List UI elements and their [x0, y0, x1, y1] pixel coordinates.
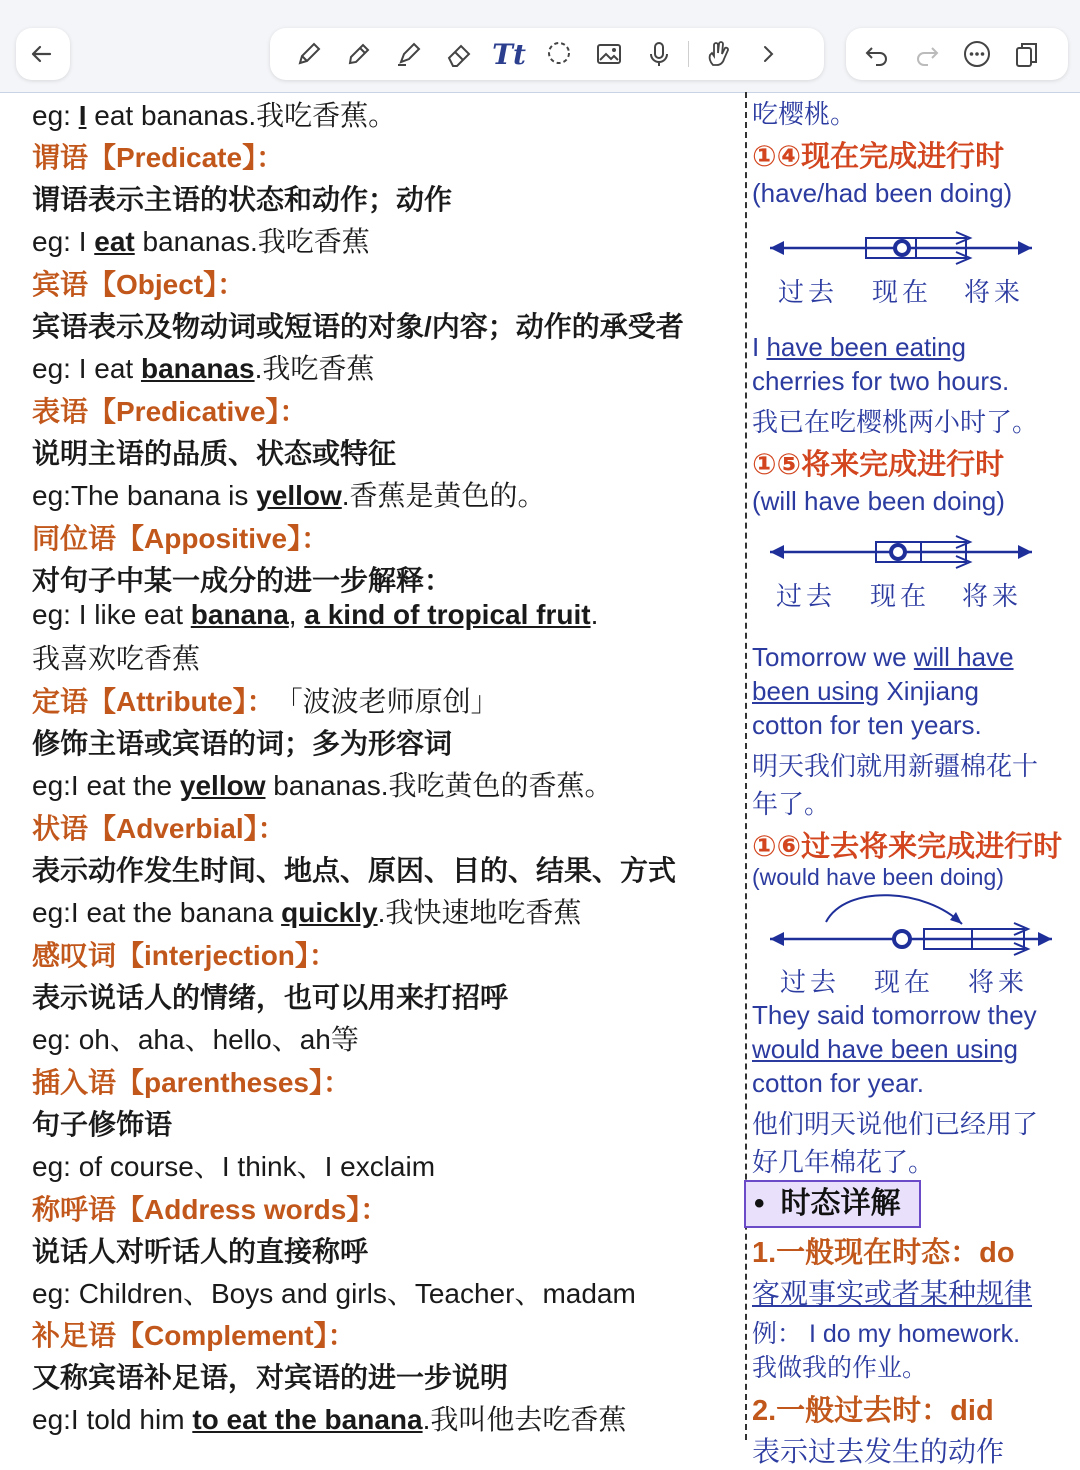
heading-predicate: 谓语【Predicate】：: [32, 142, 285, 173]
continued-text: 吃樱桃。: [752, 99, 857, 129]
timeline-present-perfect-continuous: [766, 230, 1036, 310]
timeline-label-now: 现在: [872, 278, 933, 308]
lasso-icon[interactable]: [539, 32, 579, 76]
heading-attribute-row: [32, 680, 499, 720]
subject-example: [32, 94, 396, 134]
formula-past-future-perfect-continuous: (would have been doing): [752, 864, 1004, 890]
highlighter-icon[interactable]: [389, 32, 429, 76]
text: bananas.我吃黄色的香蕉。: [265, 770, 613, 801]
example-interjection: eg: oh、aha、hello、ah等: [32, 1024, 359, 1055]
top-toolbar: [0, 0, 1080, 93]
formula-present-perfect-continuous: (have/had been doing): [752, 178, 1013, 208]
desc-address: 说话人对听话人的直接称呼: [32, 1236, 369, 1267]
example-complement: [32, 1398, 626, 1438]
desc-attribute: 修饰主语或宾语的词；多为形容词: [32, 728, 453, 759]
timeline-arrow: [766, 230, 1036, 266]
desc-interjection: 表示说话人的情绪，也可以用来打招呼: [32, 982, 509, 1013]
microphone-icon[interactable]: [639, 32, 679, 76]
heading-parentheses: 插入语【parentheses】：: [32, 1067, 351, 1098]
underlined-phrase: been using: [752, 676, 880, 706]
author-note: 「波波老师原创」: [288, 686, 499, 717]
heading-complement: 补足语【Complement】：: [32, 1320, 356, 1351]
arrow-left-icon: [21, 32, 61, 76]
heading-simple-past: 2.一般过去时：did: [752, 1395, 994, 1427]
eraser-icon[interactable]: [439, 32, 479, 76]
text: .我吃香蕉: [254, 353, 375, 384]
text: eg:I eat the: [32, 770, 180, 801]
text: eat bananas.我吃香蕉。: [86, 100, 397, 131]
desc-complement: 又称宾语补足语，对宾语的进一步说明: [32, 1362, 509, 1393]
underlined-phrase: have been eating: [766, 332, 966, 362]
heading-adverbial: 状语【Adverbial】：: [32, 813, 286, 844]
heading-address: 称呼语【Address words】：: [32, 1194, 389, 1225]
example-adverbial: [32, 891, 581, 931]
example-predicative: [32, 474, 546, 514]
text: .我叫他去吃香蕉: [422, 1404, 627, 1435]
back-button[interactable]: [16, 28, 70, 80]
example-simple-present-cn: 我做我的作业。: [752, 1354, 928, 1382]
heading-past-future-perfect-continuous: ①⑥过去将来完成进行时: [752, 831, 1063, 863]
desc-predicative: 说明主语的品质、状态或特征: [32, 438, 397, 469]
text: .香蕉是黄色的。: [341, 480, 546, 511]
pencil-icon[interactable]: [339, 32, 379, 76]
underlined-word: quickly: [281, 897, 378, 928]
underlined-word: eat: [94, 226, 135, 257]
heading-appositive: 同位语【Appositive】：: [32, 523, 330, 554]
text: I: [752, 332, 767, 362]
example-14-cn: 我已在吃樱桃两小时了。: [752, 407, 1039, 437]
example-16-line1: They said tomorrow they: [752, 1000, 1037, 1030]
text: eg:The banana is: [32, 480, 257, 511]
text: Xinjiang: [879, 676, 979, 706]
timeline-label-future: 将来: [968, 968, 1029, 998]
heading-interjection: 感叹词【interjection】：: [32, 940, 337, 971]
example-appositive: [32, 599, 598, 631]
section-title-tense-detail: [744, 1180, 921, 1228]
example-16-cn2: 好几年棉花了。: [752, 1147, 935, 1177]
example-parentheses: eg: of course、I think、I exclaim: [32, 1151, 436, 1182]
image-icon[interactable]: [589, 32, 629, 76]
timeline-label-past: 过去: [776, 582, 837, 612]
column-divider: [745, 92, 747, 1440]
toolbar-divider: [688, 41, 689, 67]
heading-predicative: 表语【Predicative】：: [32, 396, 308, 427]
text: eg: I eat: [32, 353, 141, 384]
heading-present-perfect-continuous: ①④现在完成进行时: [752, 141, 1005, 173]
text: Tomorrow we: [752, 642, 914, 672]
text: .我快速地吃香蕉: [377, 897, 582, 928]
text: eg: I like eat: [32, 599, 191, 630]
heading-simple-present: 1.一般现在时态：do: [752, 1237, 1015, 1269]
timeline-arrow: [766, 534, 1036, 570]
undo-icon[interactable]: [857, 32, 897, 76]
underlined-phrase: to eat the banana: [192, 1404, 423, 1435]
formula-future-perfect-continuous: (will have been doing): [752, 486, 1005, 516]
timeline-future-perfect-continuous: [766, 534, 1036, 614]
desc-object: 宾语表示及物动词或短语的对象/内容；动作的承受者: [32, 311, 684, 342]
timeline-label-future: 将来: [964, 278, 1025, 308]
timeline-label-now: 现在: [870, 582, 931, 612]
pen-icon[interactable]: [289, 32, 329, 76]
example-object: [32, 347, 374, 387]
desc-appositive: 对句子中某一成分的进一步解释：: [32, 565, 453, 596]
underlined-word: yellow: [179, 770, 266, 801]
desc-simple-present: 客观事实或者某种规律: [752, 1278, 1033, 1309]
example-15-cn1: 明天我们就用新疆棉花十: [752, 751, 1039, 781]
text: ,: [288, 599, 305, 630]
timeline-label-future: 将来: [962, 582, 1023, 612]
desc-simple-past: 表示过去发生的动作: [752, 1436, 1005, 1467]
example-15-line2: [752, 676, 979, 707]
example-attribute: [32, 764, 612, 804]
timeline-label-now: 现在: [874, 968, 935, 998]
example-simple-present: 例： I do my homework.: [752, 1320, 1021, 1348]
heading-future-perfect-continuous: ①⑤将来完成进行时: [752, 449, 1005, 481]
timeline-label-past: 过去: [780, 968, 841, 998]
more-icon[interactable]: [957, 32, 997, 76]
example-14-line2: cherries for two hours.: [752, 366, 1010, 396]
example-appositive-cn: 我喜欢吃香蕉: [32, 643, 201, 674]
heading-object: 宾语【Object】：: [32, 269, 246, 300]
timeline-arrow: [766, 892, 1056, 962]
desc-adverbial: 表示动作发生时间、地点、原因、目的、结果、方式: [32, 855, 677, 886]
underlined-word: yellow: [256, 480, 342, 511]
section-title-text: 时态详解: [780, 1187, 901, 1220]
tool-palette: [270, 28, 824, 80]
underlined-word: banana: [190, 599, 289, 630]
text: eg:I told him: [32, 1404, 193, 1435]
text-tool-icon[interactable]: Tt: [492, 37, 526, 71]
text: eg:: [32, 100, 79, 131]
text: eg: I: [32, 226, 95, 257]
example-16-line2: would have been using: [752, 1034, 1018, 1064]
heading-attribute: 定语【Attribute】：: [32, 686, 275, 717]
example-predicate: [32, 220, 370, 260]
example-14-line1: [752, 332, 966, 363]
underlined-phrase: will have: [913, 642, 1014, 672]
text: eg:I eat the banana: [32, 897, 282, 928]
example-address: eg: Children、Boys and girls、Teacher、madam: [32, 1278, 636, 1309]
pages-icon[interactable]: [1007, 32, 1047, 76]
desc-predicate: 谓语表示主语的状态和动作；动作: [32, 184, 453, 215]
underlined-word: bananas: [140, 353, 255, 384]
redo-icon[interactable]: [907, 32, 947, 76]
timeline-past-future-perfect-continuous: [766, 892, 1036, 1002]
hand-draw-icon[interactable]: [698, 32, 738, 76]
example-15-line1: [752, 642, 1014, 673]
action-group: [846, 28, 1068, 80]
text: bananas.我吃香蕉: [134, 226, 370, 257]
example-16-line3: cotton for year.: [752, 1068, 924, 1098]
bullet: •: [754, 1187, 765, 1220]
text: .: [590, 599, 599, 630]
example-15-cn2: 年了。: [752, 789, 831, 819]
timeline-label-past: 过去: [778, 278, 839, 308]
chevron-right-icon[interactable]: [748, 32, 788, 76]
example-15-line3: cotton for ten years.: [752, 710, 982, 740]
desc-parentheses: 句子修饰语: [32, 1109, 173, 1140]
example-16-cn1: 他们明天说他们已经用了: [752, 1109, 1039, 1139]
underlined-word: I: [78, 100, 87, 131]
underlined-phrase: a kind of tropical fruit: [304, 599, 591, 630]
